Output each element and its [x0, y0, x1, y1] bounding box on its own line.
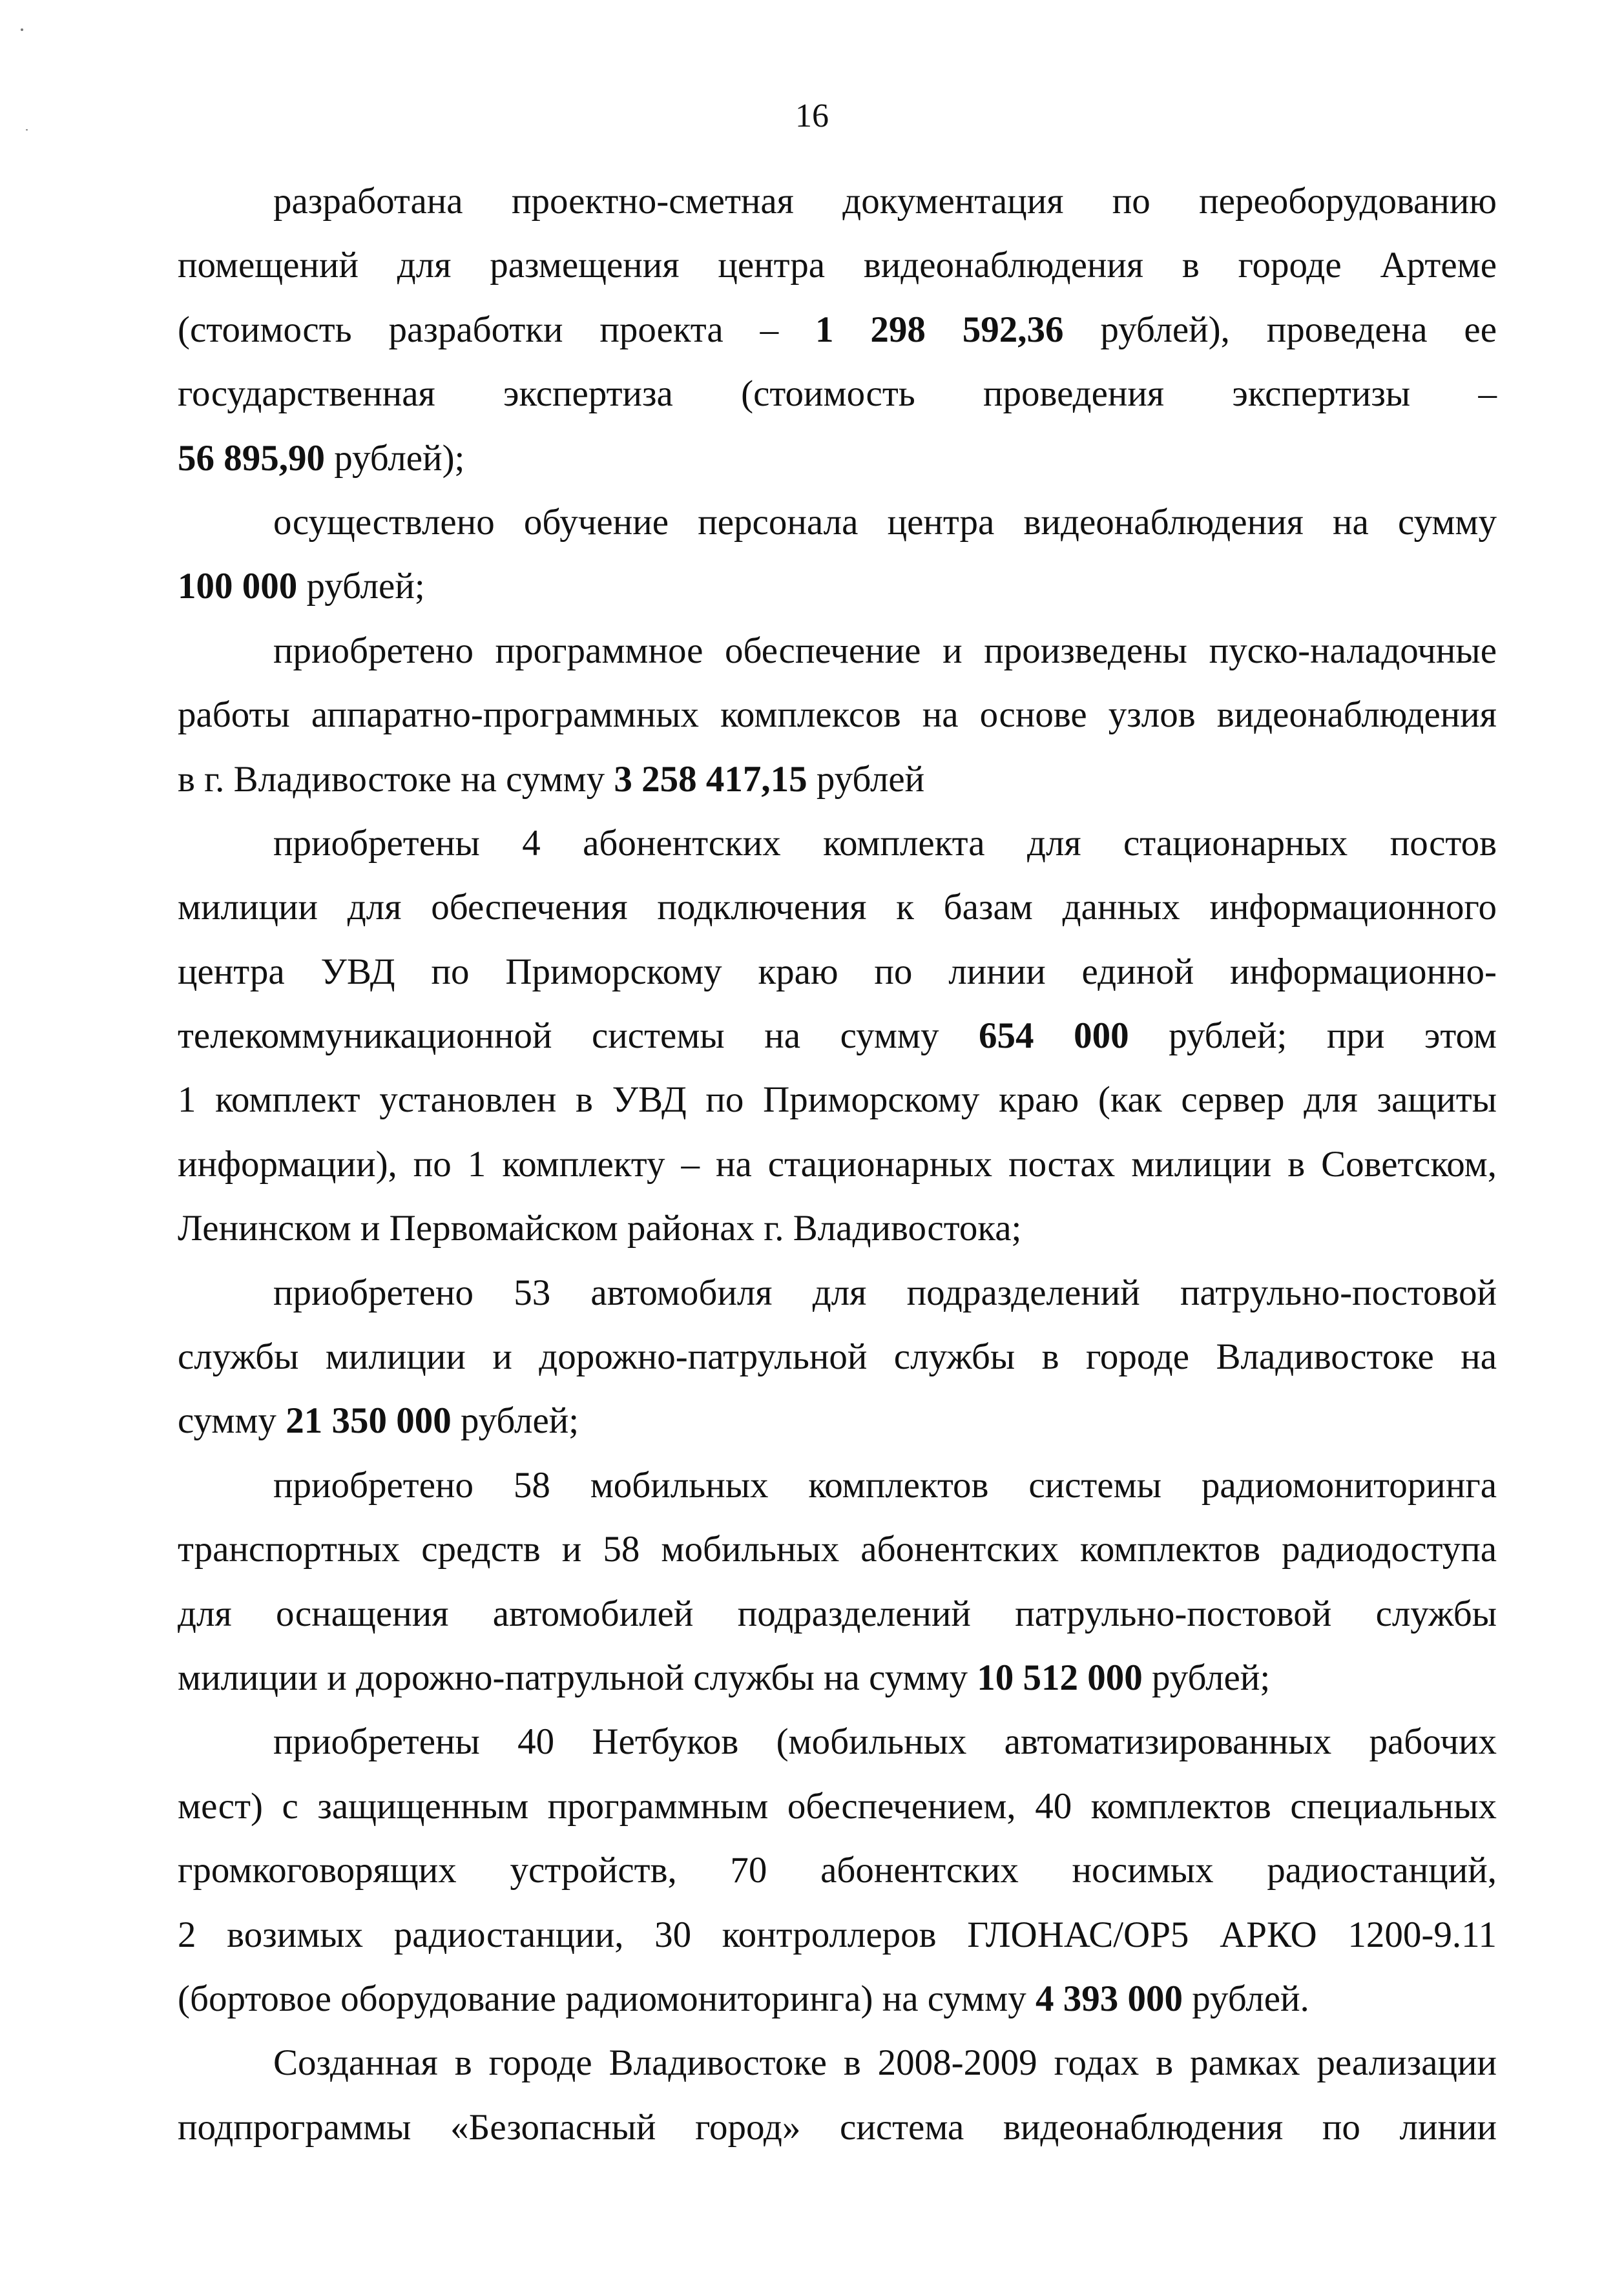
text-line — [178, 1903, 1497, 1967]
text-line — [178, 2031, 1497, 2095]
text-line — [178, 362, 1497, 426]
text-run: громкоговорящих устройств, 70 абонентских носимых радиостанций, — [178, 1850, 1497, 1891]
text-run: центра УВД по Приморскому краю по линии единой информационно- — [178, 951, 1497, 992]
text-run: разработана проектно-сметная документация по переоборудованию — [273, 181, 1497, 222]
paragraph — [178, 1261, 1497, 1453]
text-run: в г. Владивостоке на сумму — [178, 758, 614, 800]
amount-bold: 56 895,90 — [178, 437, 325, 479]
text-run: рублей; при этом — [1129, 1015, 1497, 1057]
text-line — [178, 490, 1497, 554]
text-line — [178, 169, 1497, 233]
text-line — [178, 1774, 1497, 1838]
text-run: сумму — [178, 1400, 286, 1442]
text-line — [178, 1517, 1497, 1581]
text-run: телекоммуникационной системы на сумму — [178, 1015, 979, 1057]
text-run: рублей; — [451, 1400, 579, 1442]
text-run: подпрограммы «Безопасный город» система видеонаблюдения по линии — [178, 2106, 1497, 2148]
text-run: приобретено 58 мобильных комплектов системы радиомониторинга — [273, 1464, 1497, 1506]
text-run: помещений для размещения центра видеонаблюдения в городе Артеме — [178, 245, 1497, 286]
text-run: 1 комплект установлен в УВД по Приморскому краю (как сервер для защиты — [178, 1079, 1497, 1121]
amount-bold: 21 350 000 — [286, 1400, 452, 1442]
text-run: осуществлено обучение персонала центра видеонаблюдения на сумму — [273, 501, 1497, 543]
text-run: приобретены 4 абонентских комплекта для стационарных постов — [273, 822, 1497, 864]
text-line — [178, 554, 1497, 618]
text-run: милиции для обеспечения подключения к базам данных информационного — [178, 887, 1497, 928]
text-run: Ленинском и Первомайском районах г. Владивостока; — [178, 1208, 1022, 1249]
text-line — [178, 811, 1497, 875]
text-run: рублей); — [325, 437, 465, 479]
paragraph — [178, 2031, 1497, 2159]
text-line — [178, 1838, 1497, 1902]
text-line — [178, 1261, 1497, 1325]
amount-bold: 654 000 — [979, 1015, 1129, 1057]
text-run: работы аппаратно-программных комплексов на основе узлов видеонаблюдения — [178, 694, 1497, 736]
text-run: мест) с защищенным программным обеспечением, 40 комплектов специальных — [178, 1785, 1497, 1827]
text-line — [178, 619, 1497, 683]
text-run: приобретено программное обеспечение и произведены пуско-наладочные — [273, 630, 1497, 671]
text-run: государственная экспертиза (стоимость проведения экспертизы – — [178, 373, 1497, 415]
text-run: для оснащения автомобилей подразделений патрульно-постовой службы — [178, 1593, 1497, 1634]
text-run: службы милиции и дорожно-патрульной службы в городе Владивостоке на — [178, 1336, 1497, 1378]
text-line — [178, 747, 1497, 811]
paragraph — [178, 490, 1497, 619]
text-run: рублей. — [1182, 1978, 1309, 2019]
text-run: (стоимость разработки проекта – — [178, 309, 815, 350]
paragraph — [178, 619, 1497, 811]
text-line — [178, 2095, 1497, 2159]
text-line — [178, 1389, 1497, 1453]
text-line — [178, 1967, 1497, 2031]
text-line — [178, 1325, 1497, 1389]
amount-bold: 10 512 000 — [977, 1657, 1143, 1698]
amount-bold: 100 000 — [178, 566, 298, 607]
text-run: рублей; — [1142, 1657, 1271, 1698]
text-run: рублей; — [297, 566, 425, 607]
text-line — [178, 1068, 1497, 1132]
text-run: Созданная в городе Владивостоке в 2008-2009 годах в рамках реализации — [273, 2042, 1497, 2084]
text-run: рублей — [807, 758, 925, 800]
text-line — [178, 1646, 1497, 1710]
paragraph — [178, 1453, 1497, 1710]
page-number: 16 — [795, 98, 829, 134]
paragraph — [178, 811, 1497, 1261]
amount-bold: 1 298 592,36 — [815, 309, 1064, 350]
amount-bold: 3 258 417,15 — [614, 758, 807, 800]
text-run: приобретены 40 Нетбуков (мобильных автоматизированных рабочих — [273, 1721, 1497, 1763]
text-line — [178, 683, 1497, 747]
text-run: рублей), проведена ее — [1063, 309, 1497, 350]
text-run: транспортных средств и 58 мобильных абонентских комплектов радиодоступа — [178, 1529, 1497, 1570]
text-line — [178, 1453, 1497, 1517]
scan-speck — [21, 28, 23, 31]
text-line — [178, 940, 1497, 1004]
paragraph — [178, 169, 1497, 490]
text-line — [178, 298, 1497, 362]
document-body — [178, 169, 1497, 2159]
text-run: (бортовое оборудование радиомониторинга) на сумму — [178, 1978, 1036, 2019]
amount-bold: 4 393 000 — [1035, 1978, 1183, 2019]
text-line — [178, 875, 1497, 939]
text-run: приобретено 53 автомобиля для подразделений патрульно-постовой — [273, 1272, 1497, 1313]
text-line — [178, 1132, 1497, 1196]
text-line — [178, 1196, 1497, 1260]
text-run: 2 возимых радиостанции, 30 контроллеров ГЛОНАС/ОР5 АРКО 1200-9.11 — [178, 1914, 1497, 1955]
text-run: информации), по 1 комплекту – на стационарных постах милиции в Советском, — [178, 1143, 1497, 1185]
text-line — [178, 1710, 1497, 1774]
text-line — [178, 233, 1497, 297]
text-line — [178, 426, 1497, 490]
text-line — [178, 1004, 1497, 1068]
text-run: милиции и дорожно-патрульной службы на сумму — [178, 1657, 977, 1698]
paragraph — [178, 1710, 1497, 2031]
text-line — [178, 1582, 1497, 1646]
